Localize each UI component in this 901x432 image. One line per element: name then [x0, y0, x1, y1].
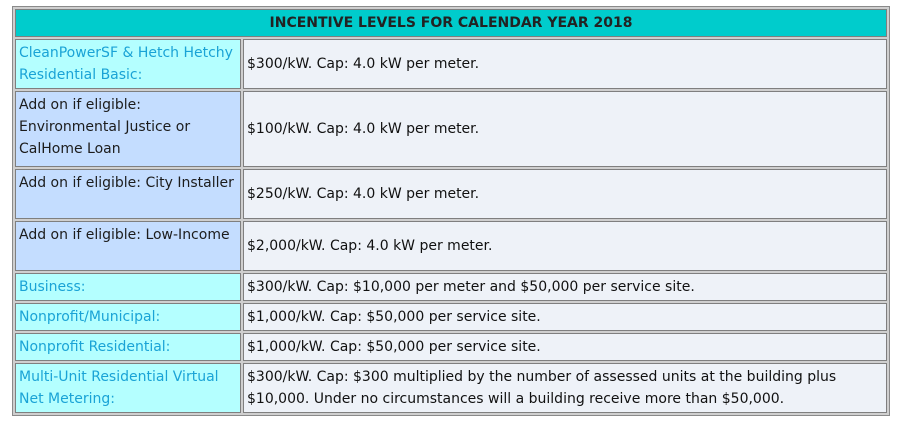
row-value: [243, 91, 887, 167]
row-label-link[interactable]: CleanPowerSF & Hetch Hetchy Residential Basic:: [15, 39, 241, 89]
table-row: [15, 273, 887, 301]
table-row: [15, 221, 887, 271]
table-title: INCENTIVE LEVELS FOR CALENDAR YEAR 2018: [15, 9, 887, 37]
row-label-link[interactable]: Business:: [15, 273, 241, 301]
row-label: Add on if eligible: City Installer: [15, 169, 241, 219]
row-label: Add on if eligible: Low-Income: [15, 221, 241, 271]
row-label: Add on if eligible: Environmental Justice or CalHome Loan: [15, 91, 241, 167]
table-row: [15, 91, 887, 167]
row-value: [243, 169, 887, 219]
table-row: [15, 169, 887, 219]
row-value-text: $300/kW. Cap: $10,000 per meter and $50,000 per service site.: [247, 279, 695, 295]
table-row: [15, 303, 887, 331]
row-value-text: $300/kW. Cap: 4.0 kW per meter.: [247, 56, 480, 72]
table-row: [15, 333, 887, 361]
row-value: [243, 273, 887, 301]
row-value: [243, 39, 887, 89]
row-value-text: $300/kW. Cap: $300 multiplied by the number of assessed units at the building plus $10,000. Under no circumstances will a building receive more than $50,000.: [247, 369, 837, 407]
row-label-link[interactable]: Multi-Unit Residential Virtual Net Metering:: [15, 363, 241, 413]
row-value: [243, 221, 887, 271]
row-value-text: $250/kW. Cap: 4.0 kW per meter.: [247, 186, 480, 202]
row-value: [243, 333, 887, 361]
row-value-text: $2,000/kW. Cap: 4.0 kW per meter.: [247, 238, 493, 254]
row-label-link[interactable]: Nonprofit Residential:: [15, 333, 241, 361]
row-value-text: $100/kW. Cap: 4.0 kW per meter.: [247, 121, 480, 137]
table-row: [15, 363, 887, 413]
row-value-text: $1,000/kW. Cap: $50,000 per service site.: [247, 309, 541, 325]
row-value: [243, 303, 887, 331]
table-row: [15, 39, 887, 89]
incentive-levels-table: [12, 6, 890, 416]
row-value: [243, 363, 887, 413]
row-value-text: $1,000/kW. Cap: $50,000 per service site.: [247, 339, 541, 355]
row-label-link[interactable]: Nonprofit/Municipal:: [15, 303, 241, 331]
